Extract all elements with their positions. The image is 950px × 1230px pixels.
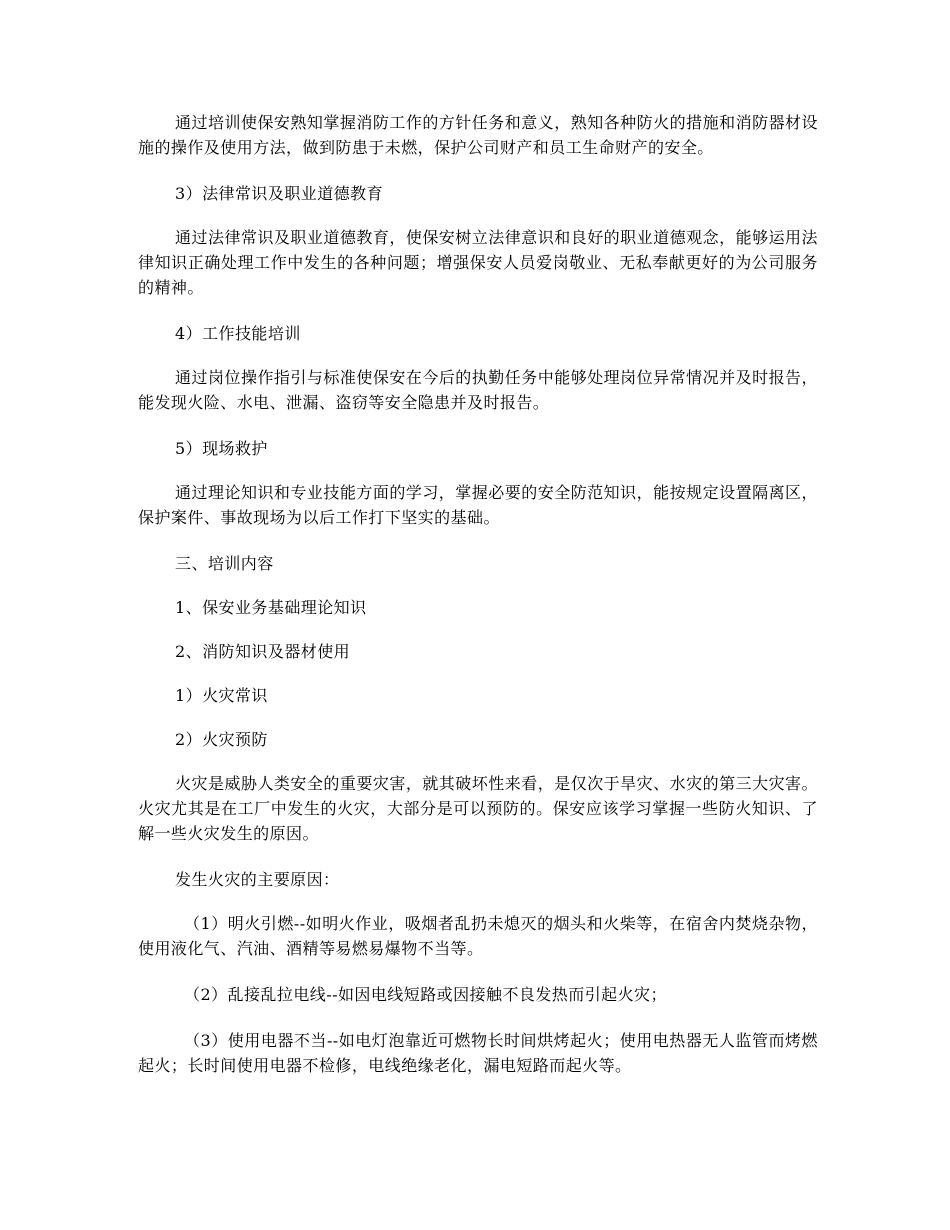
paragraph-legal-ethics: 通过法律常识及职业道德教育，使保安树立法律意识和良好的职业道德观念，能够运用法律知识正确处理工作中发生的各种问题；增强保安人员爱岗敬业、无私奉献更好的为公司服务的精神。	[138, 228, 818, 297]
list-item-fire-knowledge: 1）火灾常识	[175, 686, 268, 705]
paragraph-cause-open-flame: （1）明火引燃--如明火作业，吸烟者乱扔未熄灭的烟头和火柴等，在宿舍内焚烧杂物，使用液化气、汽油、酒精等易燃易爆物不当等。	[138, 914, 818, 958]
paragraph-fire-hazard: 火灾是威胁人类安全的重要灾害，就其破坏性来看，是仅次于旱灾、水灾的第三大灾害。火灾尤其是在工厂中发生的火灾，大部分是可以预防的。保安应该学习掌握一些防火知识、了解一些火灾发生的原因。	[138, 774, 818, 843]
paragraph-job-skills: 通过岗位操作指引与标准使保安在今后的执勤任务中能够处理岗位异常情况并及时报告，能发现火险、水电、泄漏、盗窃等安全隐患并及时报告。	[138, 368, 818, 412]
list-item-fire-prevention: 2）火灾预防	[175, 730, 268, 749]
paragraph-cause-appliances: （3）使用电器不当--如电灯泡靠近可燃物长时间烘烤起火；使用电热器无人监管而烤燃起火；长时间使用电器不检修，电线绝缘老化，漏电短路而起火等。	[138, 1031, 818, 1075]
heading-training-content: 三、培训内容	[175, 554, 274, 573]
paragraph-fire-training-goal: 通过培训使保安熟知掌握消防工作的方针任务和意义，熟知各种防火的措施和消防器材设施的操作及使用方法，做到防患于未燃，保护公司财产和员工生命财产的安全。	[138, 113, 818, 157]
document-body	[138, 110, 818, 1099]
heading-onsite-rescue: 5）现场救护	[175, 439, 268, 458]
list-item-fire-equipment: 2、消防知识及器材使用	[175, 642, 351, 661]
list-item-security-basics: 1、保安业务基础理论知识	[175, 598, 367, 617]
paragraph-cause-wiring: （2）乱接乱拉电线--如因电线短路或因接触不良发热而引起火灾；	[184, 985, 667, 1004]
heading-job-skills: 4）工作技能培训	[175, 324, 301, 343]
paragraph-onsite-rescue: 通过理论知识和专业技能方面的学习，掌握必要的安全防范知识，能按规定设置隔离区，保护案件、事故现场为以后工作打下坚实的基础。	[138, 483, 818, 527]
heading-fire-causes: 发生火灾的主要原因：	[175, 870, 340, 889]
heading-legal-ethics: 3）法律常识及职业道德教育	[175, 184, 384, 203]
